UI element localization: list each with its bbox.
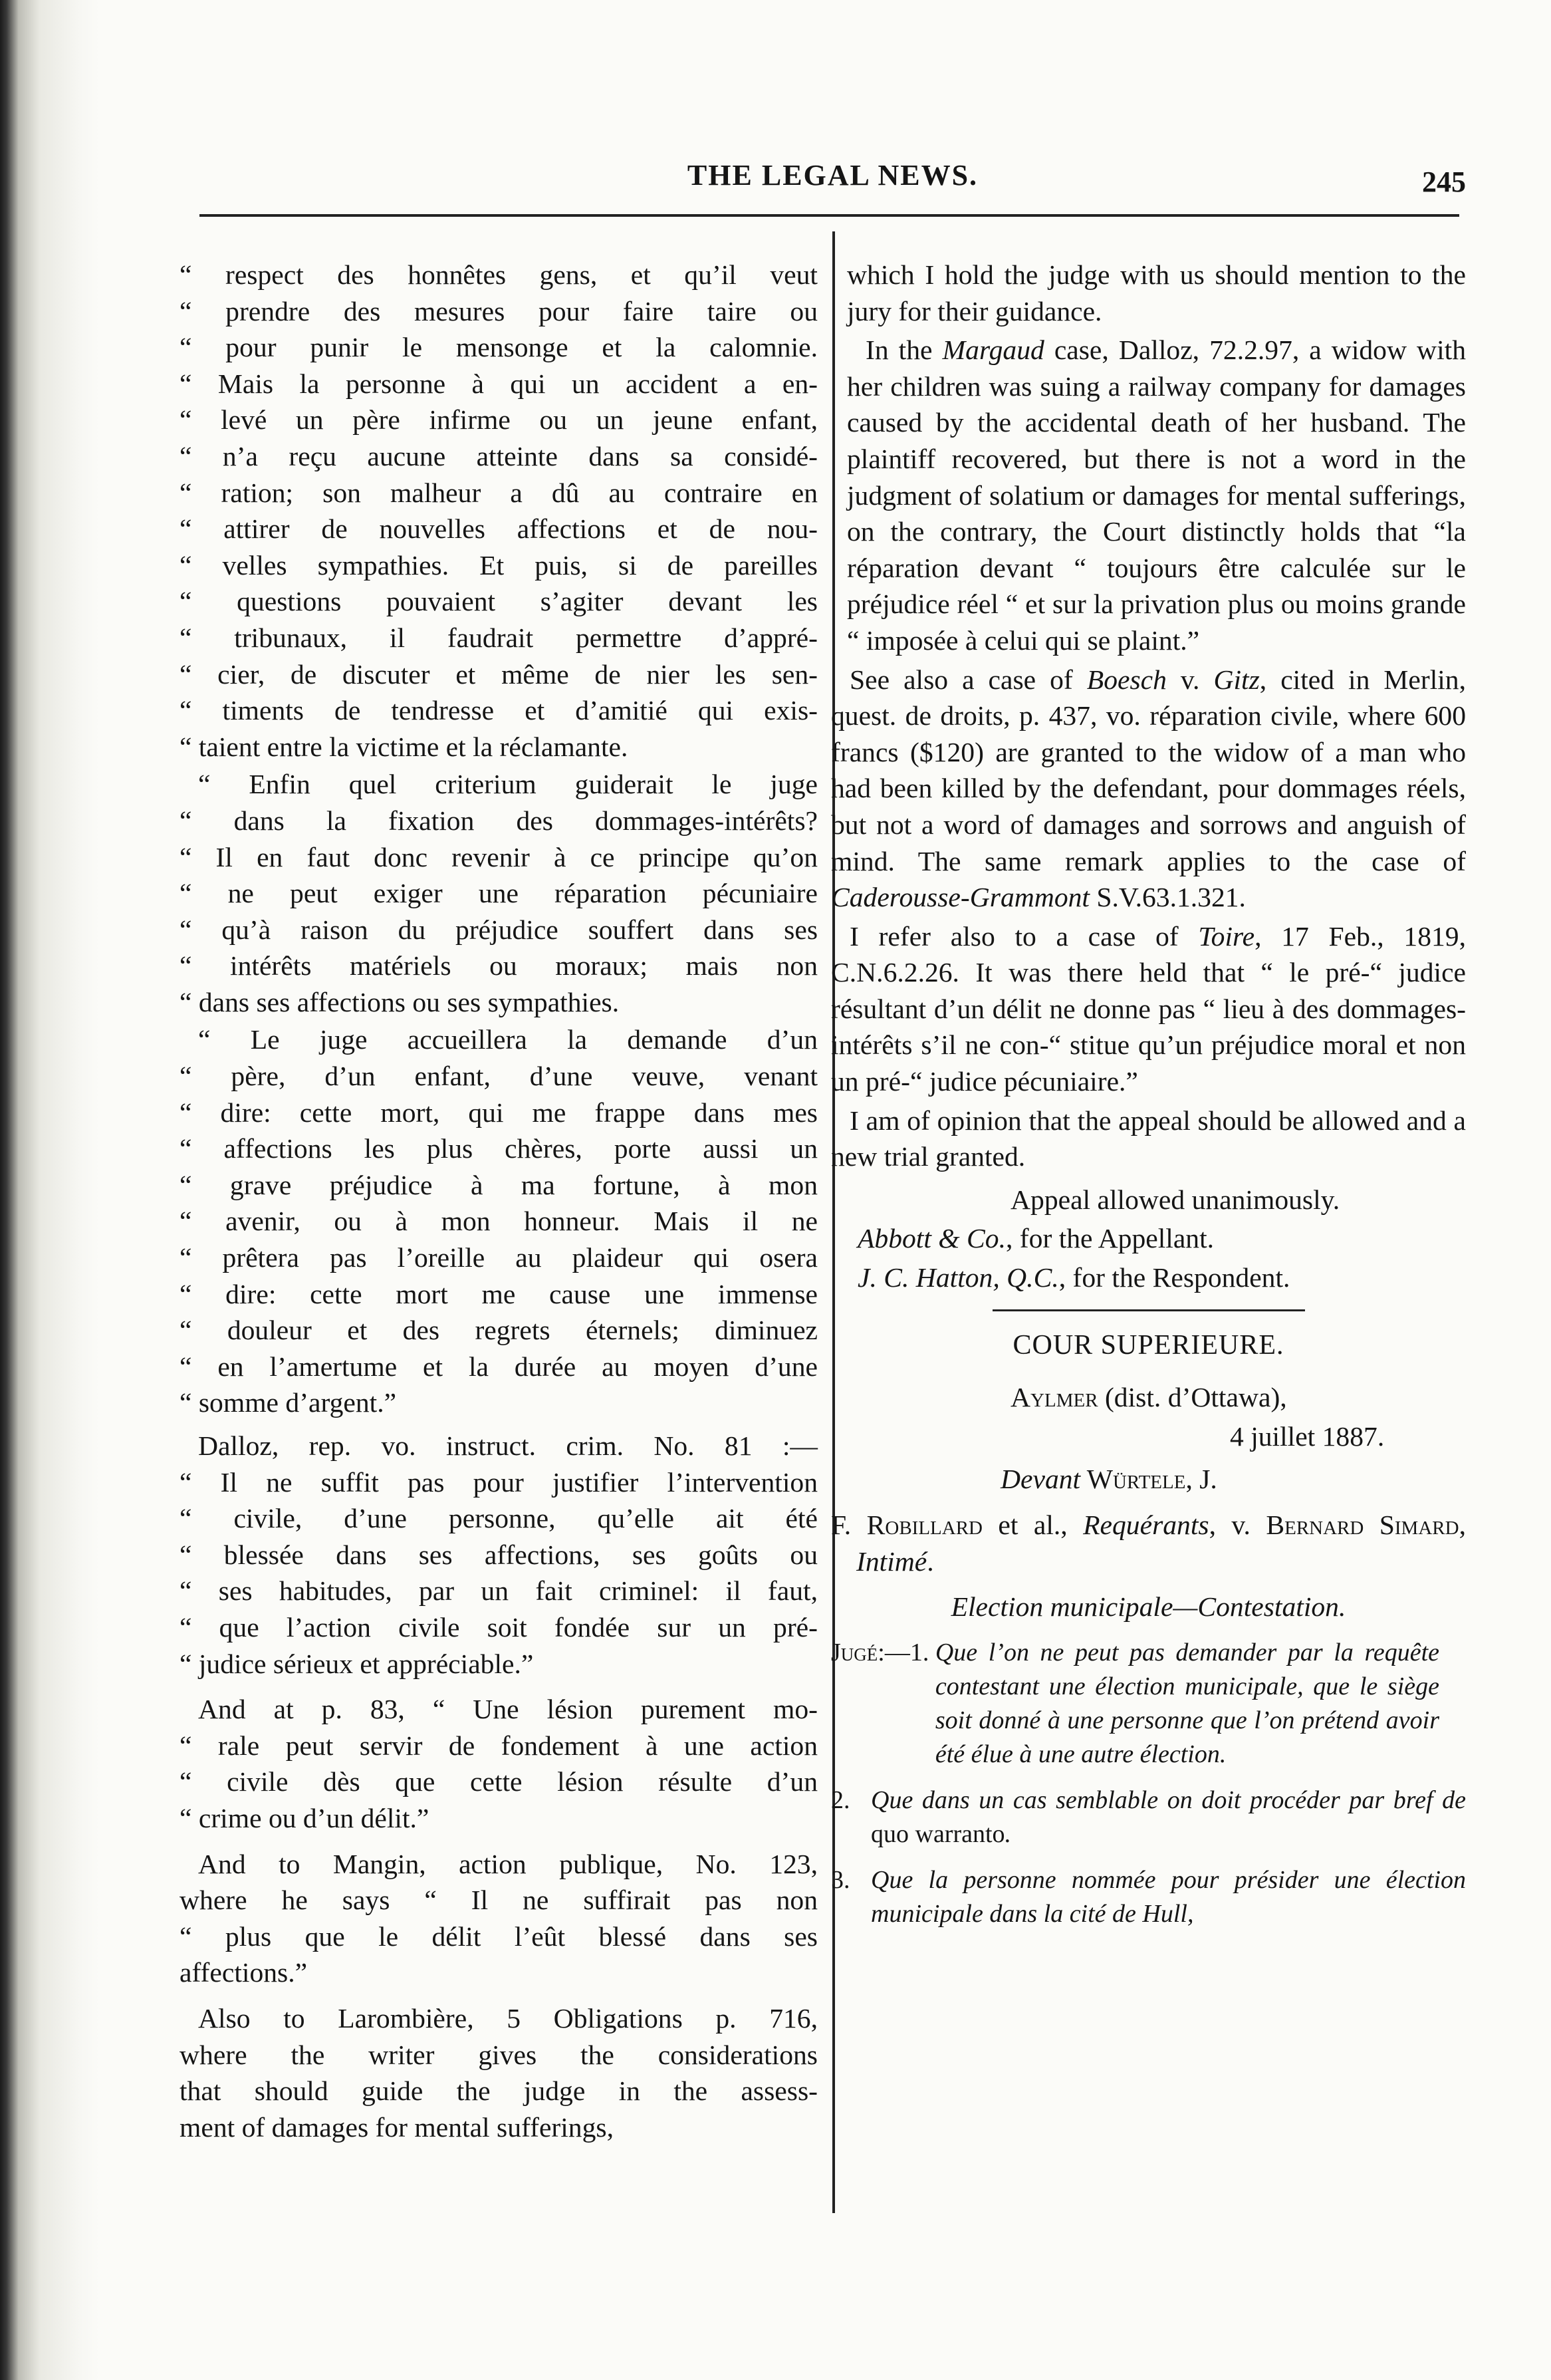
text-line: “ velles sympathies. Et puis, si de pareilles	[179, 549, 818, 581]
subject-line: Election municipale—Contestation.	[951, 1591, 1346, 1623]
text-line: “ dans la fixation des dommages-intérêts?	[179, 805, 818, 836]
text-line: “ tribunaux, il faudrait permettre d’appré-	[179, 622, 818, 653]
juge-label: Jugé:—1.	[831, 1638, 929, 1666]
text-line: “ attirer de nouvelles affections et de nou-	[179, 513, 818, 545]
text-line: And to Mangin, action publique, No. 123,	[198, 1848, 818, 1879]
right-column	[831, 257, 1466, 1943]
text-line: “ ration; son malheur a dû au contraire en	[179, 477, 818, 508]
item-number: 2.	[831, 1785, 850, 1814]
quote-block-1	[179, 257, 818, 765]
counsel-respondent: J. C. Hatton, Q.C., for the Respondent.	[858, 1262, 1290, 1293]
text-line: “ grave préjudice à ma fortune, à mon	[179, 1169, 818, 1200]
text-line: “ prendre des mesures pour faire taire ou	[179, 295, 818, 327]
text-line: “ levé un père infirme ou un jeune enfant,	[179, 404, 818, 436]
text-line: ment of damages for mental sufferings,	[179, 2111, 614, 2143]
juge-item-3	[831, 1863, 1466, 1931]
text-line: “ douleur et des regrets éternels; diminuez	[179, 1315, 818, 1346]
text-line: affections.”	[179, 1957, 308, 1988]
parties-line: F. Robillard et al., Requérants, v. Bernard Simard, Intimé.	[831, 1510, 1466, 1577]
judge-line: Devant Würtele, J.	[1001, 1464, 1217, 1495]
text-line: “ respect des honnêtes gens, et qu’il veut	[179, 259, 818, 290]
text-line: “ ne peut exiger une réparation pécuniaire	[179, 878, 818, 909]
place-line: Aylmer (dist. d’Ottawa),	[1011, 1382, 1287, 1413]
page-header	[199, 158, 1466, 211]
text-line: “ taient entre la victime et la réclamante.	[179, 731, 628, 762]
text-line: “ judice sérieux et appréciable.”	[179, 1648, 534, 1679]
paragraph-continuation: which I hold the judge with us should mention to the jury for their guidance.	[847, 259, 1466, 327]
section-title: COUR SUPERIEURE.	[1013, 1329, 1284, 1361]
paragraph-margaud: In the Margaud case, Dalloz, 72.2.97, a widow with her children was suing a railway company for damages caused by the accidental death of her husband. The plaintiff recovered, but there is not a word in the judgment of solatium or damages for mental sufferings, on the contrary, the Court distinctly holds that “la réparation devant “ toujours être calculée sur le préjudice réel “ et sur la privation plus ou moins grande “ imposée à celui qui se plaint.”	[847, 334, 1466, 656]
mangin-citation	[179, 1846, 818, 1991]
result-line: Appeal allowed unanimously.	[1011, 1184, 1340, 1215]
text-line: “ cier, de discuter et même de nier les sen-	[179, 658, 818, 690]
larombiere-citation	[179, 2000, 818, 2145]
text-line: “ dire: cette mort, qui me frappe dans mes	[179, 1097, 818, 1128]
text-line: “ timents de tendresse et d’amitié qui exis-	[179, 695, 818, 726]
text-line: “ père, d’un enfant, d’une veuve, venant	[179, 1061, 818, 1092]
text-line: “ somme d’argent.”	[179, 1387, 397, 1418]
text-line: “ Enfin quel criterium guiderait le juge	[198, 769, 818, 800]
paragraph-boesch: See also a case of Boesch v. Gitz, cited in Merlin, quest. de droits, p. 437, vo. réparation civile, where 600 francs ($120) are granted to the widow of a man who had been killed by the defendant, pour dommages réels, but not a word of damages and sorrows and anguish of mind. The same remark applies to the case of Caderousse-Grammont S.V.63.1.321.	[831, 664, 1466, 913]
text-line: “ Il en faut donc revenir à ce principe qu’on	[179, 841, 818, 872]
juge-item-3-text: Que la personne nommée pour présider une élection municipale dans la cité de Hull,	[871, 1865, 1466, 1928]
text-line: “ avenir, ou à mon honneur. Mais il ne	[179, 1206, 818, 1237]
text-line: where he says “ Il ne suffirait pas non	[179, 1885, 818, 1916]
quote-block-3	[179, 1021, 818, 1421]
item-number: 3.	[831, 1865, 850, 1894]
text-line: “ rale peut servir de fondement à une action	[179, 1730, 818, 1761]
counsel-appellant: Abbott & Co., for the Appellant.	[858, 1223, 1215, 1254]
juge-item-1-text: Que l’on ne peut pas demander par la requête contestant une élection municipale, que le siège soit donné à une personne que l’on prétend avoir été élue à une autre élection.	[935, 1638, 1439, 1768]
text-line: “ questions pouvaient s’agiter devant les	[179, 586, 818, 617]
dalloz-citation	[179, 1428, 818, 1682]
page-binding-edge	[0, 0, 100, 2380]
text-line: “ blessée dans ses affections, ses goûts ou	[179, 1539, 818, 1570]
date-line: 4 juillet 1887.	[1230, 1420, 1385, 1452]
text-line: “ civile, d’une personne, qu’elle ait été	[179, 1503, 818, 1534]
header-rule	[199, 214, 1459, 217]
text-line: “ crime ou d’un délit.”	[179, 1802, 429, 1833]
left-column	[179, 257, 818, 2145]
text-line: “ plus que le délit l’eût blessé dans ses	[179, 1920, 818, 1952]
text-line: “ Il ne suffit pas pour justifier l’intervention	[179, 1466, 818, 1498]
text-line: where the writer gives the considerations	[179, 2039, 818, 2070]
text-line: Dalloz, rep. vo. instruct. crim. No. 81 :—	[198, 1430, 818, 1461]
text-line: “ intérêts matériels ou moraux; mais non	[179, 950, 818, 982]
text-line: And at p. 83, “ Une lésion purement mo-	[198, 1694, 818, 1725]
text-line: that should guide the judge in the assess-	[179, 2075, 818, 2107]
paragraph-opinion: I am of opinion that the appeal should be allowed and a new trial granted.	[831, 1105, 1466, 1172]
text-line: Also to Larombière, 5 Obligations p. 716,	[198, 2002, 818, 2034]
text-line: “ prêtera pas l’oreille au plaideur qui osera	[179, 1242, 818, 1273]
section-rule	[993, 1309, 1305, 1311]
lesion-citation	[179, 1691, 818, 1836]
juge-item-2-text: Que dans un cas semblable on doit procéder par bref de quo warranto.	[871, 1785, 1466, 1848]
text-line: “ en l’amertume et la durée au moyen d’une	[179, 1351, 818, 1382]
running-title: THE LEGAL NEWS.	[687, 159, 979, 192]
text-line: “ dans ses affections ou ses sympathies.	[179, 986, 620, 1017]
text-line: “ civile dès que cette lésion résulte d’un	[179, 1766, 818, 1797]
paragraph-toire: I refer also to a case of Toire, 17 Feb., 1819, C.N.6.2.26. It was there held that “ le pré-“ judice résultant d’un délit ne donne pas “ lieu à des dommages-intérêts s’il ne con-“ stitue qu’un préjudice moral et non un pré-“ judice pécuniaire.”	[831, 920, 1466, 1097]
text-line: “ affections les plus chères, porte aussi un	[179, 1133, 818, 1164]
text-line: “ que l’action civile soit fondée sur un pré-	[179, 1611, 818, 1643]
juge-item-2	[831, 1784, 1466, 1851]
text-line: “ dire: cette mort me cause une immense	[179, 1278, 818, 1309]
quote-block-2	[179, 766, 818, 1020]
page-number: 245	[1422, 166, 1466, 198]
text-line: “ qu’à raison du préjudice souffert dans ses	[179, 914, 818, 945]
text-line: “ Le juge accueillera la demande d’un	[198, 1024, 818, 1055]
juge-item-1	[831, 1636, 1466, 1772]
text-line: “ pour punir le mensonge et la calomnie.	[179, 332, 818, 363]
text-line: “ n’a reçu aucune atteinte dans sa considé-	[179, 440, 818, 471]
text-line: “ ses habitudes, par un fait criminel: il faut,	[179, 1575, 818, 1607]
text-line: “ Mais la personne à qui un accident a en-	[179, 368, 818, 399]
